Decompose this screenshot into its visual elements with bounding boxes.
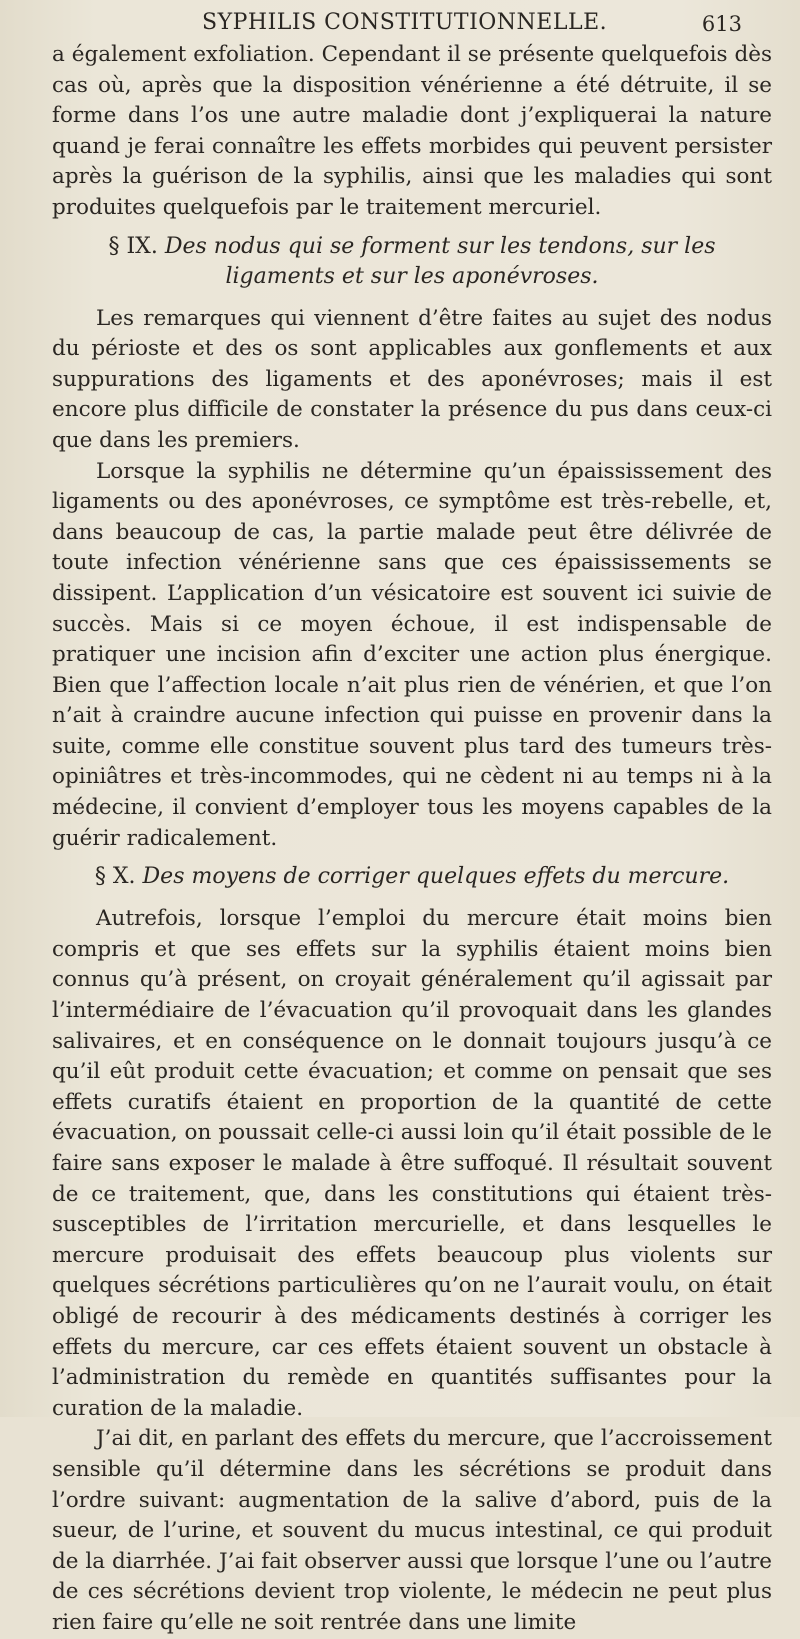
section-title: Des nodus qui se forment sur les tendons, sur les ligaments et sur les aponévroses. [164, 233, 716, 289]
section-mark: § X. [94, 864, 136, 890]
paragraph: Lorsque la syphilis ne détermine qu’un épaississement des ligaments ou des aponévroses, ce symptôme est très-rebelle, et, dans beaucoup de cas, la partie malade peut être délivrée de toute infection vénérienne sans que ces épaississements se dissipent. L’application d’un vésicatoire est souvent ici suivie de succès. Mais si ce moyen échoue, il est indispensable de pratiquer une incision afin d’exciter une action plus énergique. Bien que l’affection locale n’ait plus rien de vénérien, et que l’on n’ait à craindre aucune infection qui puisse en provenir dans la suite, comme elle constitue souvent plus tard des tumeurs très-opiniâtres et très-incommodes, qui ne cèdent ni au temps ni à la médecine, il convient d’employer tous les moyens capables de la guérir radicalement. [52, 458, 772, 851]
running-title: SYPHILIS CONSTITUTIONNELLE. [202, 10, 608, 35]
section-mark: § IX. [108, 233, 158, 259]
paragraph: J’ai dit, en parlant des effets du mercure, que l’accroissement sensible qu’il détermine dans les sécrétions se produit dans l’ordre suivant: augmentation de la salive d’abord, puis de la sueur, de l’urine, et souvent du mucus intestinal, ce qui produit de la diarrhée. J’ai fait observer aussi que lorsque l’une ou l’autre de ces sécrétions devient trop violente, le médecin ne peut plus rien faire qu’elle ne soit rentrée dans une limite [52, 1426, 772, 1635]
section-heading-x [52, 862, 772, 892]
running-head [52, 6, 772, 40]
section-heading-ix [52, 232, 772, 292]
paragraph-continued: a également exfoliation. Cependant il se présente quelquefois dès cas où, après que la disposition vénérienne a été détruite, il se forme dans l’os une autre maladie dont j’expliquerai la nature quand je ferai connaître les effets morbides qui peuvent persister après la guérison de la syphilis, ainsi que les maladies qui sont produites quelquefois par le traitement mercuriel. [52, 42, 772, 220]
page-number: 613 [701, 12, 742, 36]
body-text [52, 40, 772, 1639]
paragraph: Les remarques qui viennent d’être faites au sujet des nodus du périoste et des os sont applicables aux gonflements et aux suppurations des ligaments et des aponévroses; mais il est encore plus difficile de constater la présence du pus dans ceux-ci que dans les premiers. [52, 305, 772, 453]
paragraph: Autrefois, lorsque l’emploi du mercure était moins bien compris et que ses effets sur la syphilis étaient moins bien connus qu’à présent, on croyait généralement qu’il agissait par l’intermédiaire de l’évacuation qu’il provoquait dans les glandes salivaires, et en conséquence on le donnait toujours jusqu’à ce qu’il eût produit cette évacuation; et comme on pensait que ses effets curatifs étaient en proportion de la quantité de cette évacuation, on poussait celle-ci aussi loin qu’il était possible de le faire sans exposer le malade à être suffoqué. Il résultait souvent de ce traitement, que, dans les constitutions qui étaient très-susceptibles de l’irritation mercurielle, et dans lesquelles le mercure produisait des effets beaucoup plus violents sur quelques sécrétions particulières qu’on ne l’aurait voulu, on était obligé de recourir à des médicaments destinés à corriger les effets du mercure, car ces effets étaient souvent un obstacle à l’administration du remède en quantités suffisantes pour la curation de la maladie. [52, 906, 772, 1421]
section-title: Des moyens de corriger quelques effets du mercure. [142, 864, 730, 890]
